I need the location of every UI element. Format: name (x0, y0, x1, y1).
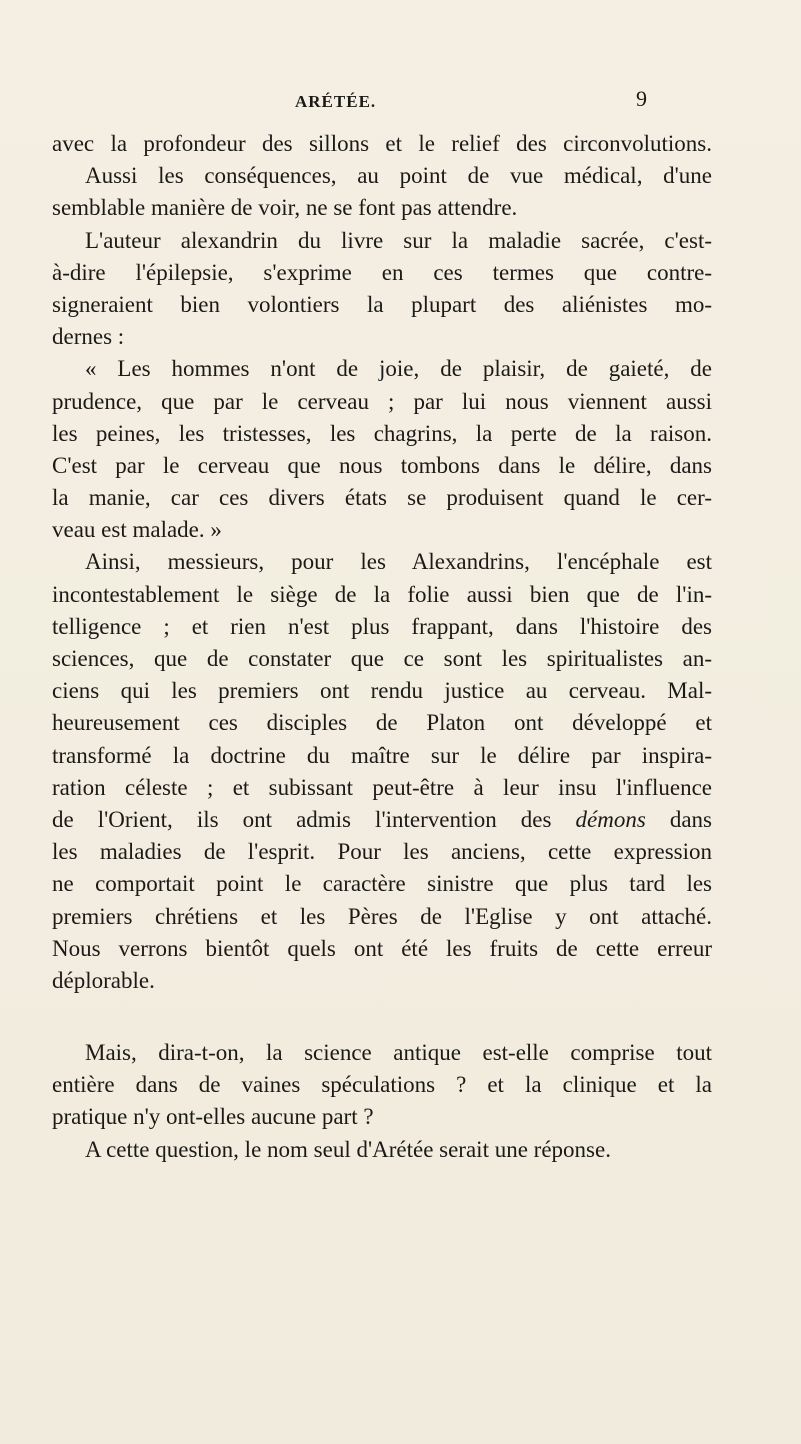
page-number: 9 (636, 86, 647, 111)
line-start: de l'Orient, ils ont admis l'intervention des (52, 806, 552, 832)
text-line: pratique n'y ont-elles aucune part ? (52, 1104, 374, 1130)
text-line: prudence, que par le cerveau ; par lui nous viennent aussi (52, 388, 712, 414)
text-line: signeraient bien volontiers la plupart des aliénistes mo- (52, 291, 712, 317)
text-line: ration céleste ; et subissant peut-être à leur insu l'influence (52, 774, 712, 800)
text-line: heureusement ces disciples de Platon ont développé et (52, 710, 712, 736)
text-line: telligence ; et rien n'est plus frappant, dans l'histoire des (52, 613, 712, 639)
text-line: Ainsi, messieurs, pour les Alexandrins, l'encéphale est (85, 549, 712, 575)
text-line: semblable manière de voir, ne se font pas attendre. (52, 195, 518, 221)
text-line: Aussi les conséquences, au point de vue médical, d'une (85, 163, 712, 189)
text-line: incontestablement le siège de la folie aussi bien que de l'in- (52, 581, 712, 607)
text-line: veau est malade. » (52, 517, 222, 543)
text-line: ciens qui les premiers ont rendu justice au cerveau. Mal- (52, 678, 712, 704)
text-line: « Les hommes n'ont de joie, de plaisir, de gaieté, de (85, 356, 712, 382)
text-line: déplorable. (52, 967, 155, 993)
text-line: Nous verrons bientôt quels ont été les fruits de cette erreur (52, 935, 712, 961)
text-line: à-dire l'épilepsie, s'exprime en ces termes que contre- (52, 259, 712, 285)
text-line: Mais, dira-t-on, la science antique est-elle comprise tout (85, 1040, 712, 1066)
text-line: dernes : (52, 324, 125, 350)
text-line: les maladies de l'esprit. Pour les anciens, cette expression (52, 839, 712, 865)
text-line: ne comportait point le caractère sinistre que plus tard les (52, 871, 712, 897)
italic-word: démons (575, 806, 646, 832)
header-title: ARÉTÉE. (295, 92, 377, 111)
text-line: sciences, que de constater que ce sont les spiritualistes an- (52, 646, 712, 671)
text-line: L'auteur alexandrin du livre sur la maladie sacrée, c'est- (85, 227, 712, 253)
text-line: la manie, car ces divers états se produisent quand le cer- (52, 485, 712, 511)
text-line: C'est par le cerveau que nous tombons dans le délire, dans (52, 452, 712, 478)
text-line: premiers chrétiens et les Pères de l'Eglise y ont attaché. (52, 903, 712, 929)
line-end: dans (669, 806, 713, 832)
running-head (0, 86, 801, 116)
text-line: A cette question, le nom seul d'Arétée serait une réponse. (85, 1136, 611, 1162)
paragraph-gap (52, 997, 712, 1037)
text-line: entière dans de vaines spéculations ? et la clinique et la (52, 1072, 712, 1098)
body-text (52, 128, 712, 1166)
text-line-with-italic (52, 804, 712, 836)
text-line: transformé la doctrine du maître sur le délire par inspira- (52, 742, 712, 768)
text-line: les peines, les tristesses, les chagrins, la perte de la raison. (52, 420, 712, 446)
text-line: avec la profondeur des sillons et le relief des circonvolutions. (52, 131, 712, 156)
